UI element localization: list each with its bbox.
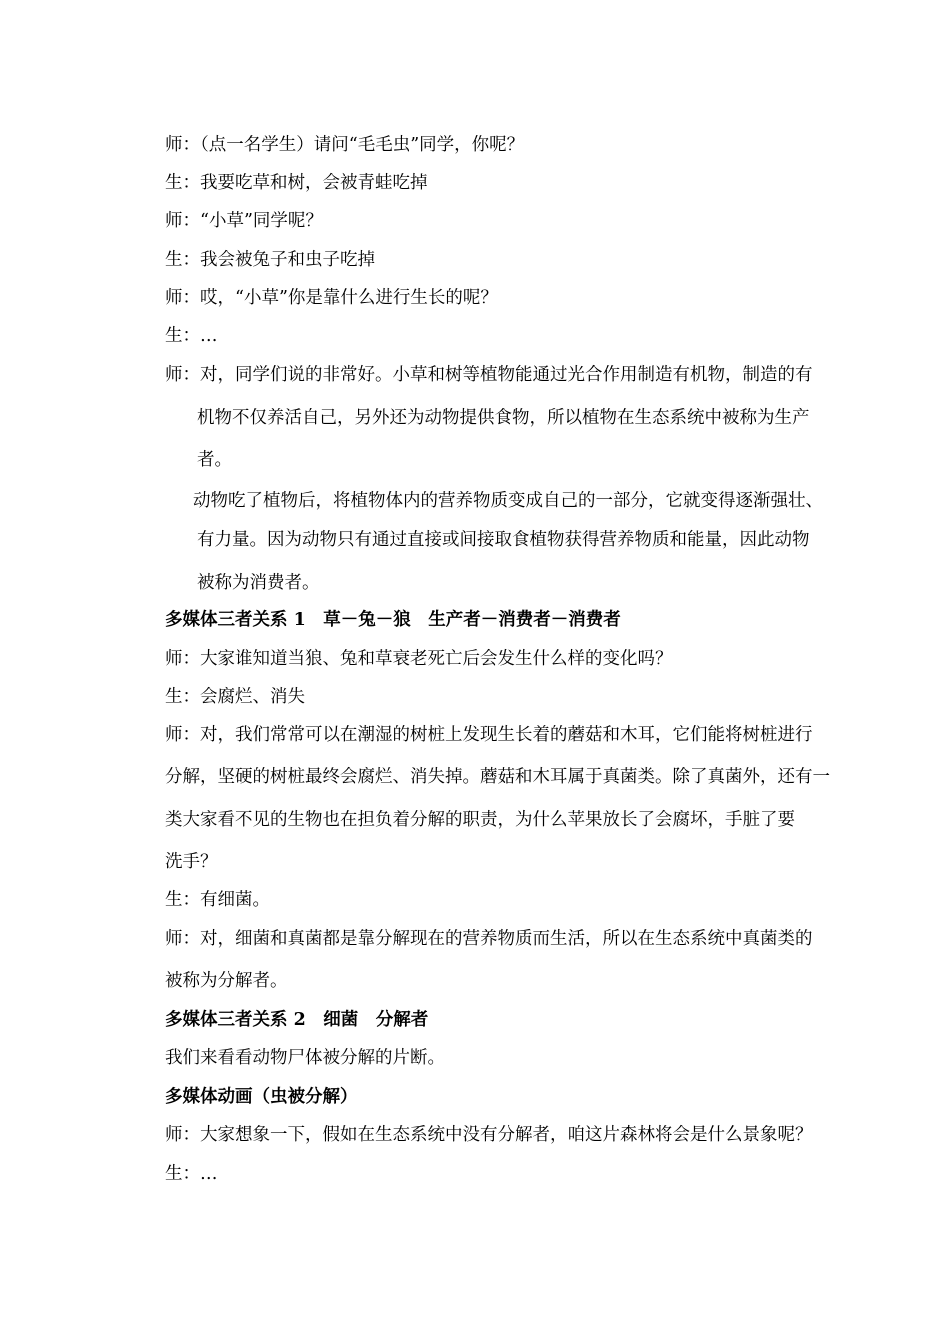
text-line: 被称为消费者。 (197, 573, 320, 593)
text-line: 分解，坚硬的树桩最终会腐烂、消失掉。蘑菇和木耳属于真菌类。除了真菌外，还有一 (165, 767, 830, 787)
text-line: 洗手？ (165, 852, 218, 872)
text-line: 生：会腐烂、消失 (165, 687, 305, 707)
text-line: 者。 (197, 450, 232, 470)
text-line: 师：（点一名学生）请问“毛毛虫”同学，你呢？ (165, 135, 525, 155)
text-line: 师：大家想象一下，假如在生态系统中没有分解者，咱这片森林将会是什么景象呢？ (165, 1125, 813, 1145)
text-line: 师：大家谁知道当狼、兔和草衰老死亡后会发生什么样的变化吗？ (165, 649, 673, 669)
text-line: 生：… (165, 326, 218, 346)
text-line: 类大家看不见的生物也在担负着分解的职责，为什么苹果放长了会腐坏，手脏了要 (165, 810, 795, 830)
text-line: 动物吃了植物后，将植物体内的营养物质变成自己的一部分，它就变得逐渐强壮、 (193, 491, 823, 511)
text-line: 生：我要吃草和树，会被青蛙吃掉 (165, 173, 428, 193)
section-heading: 多媒体三者关系 1 草－兔－狼 生产者－消费者－消费者 (165, 610, 621, 630)
text-line: 被称为分解者。 (165, 971, 288, 991)
text-line: 生：我会被兔子和虫子吃掉 (165, 250, 375, 270)
text-line: 生：… (165, 1164, 218, 1184)
text-line: 师：哎，“小草”你是靠什么进行生长的呢？ (165, 288, 498, 308)
section-heading: 多媒体三者关系 2 细菌 分解者 (165, 1010, 429, 1030)
text-line: 师：“小草”同学呢？ (165, 211, 323, 231)
text-line: 机物不仅养活自己，另外还为动物提供食物，所以植物在生态系统中被称为生产 (197, 408, 810, 428)
text-line: 师：对，我们常常可以在潮湿的树桩上发现生长着的蘑菇和木耳，它们能将树桩进行 (165, 725, 813, 745)
text-line: 有力量。因为动物只有通过直接或间接取食植物获得营养物质和能量，因此动物 (197, 530, 810, 550)
text-line: 生：有细菌。 (165, 890, 270, 910)
section-heading: 多媒体动画（虫被分解） (165, 1087, 358, 1107)
text-line: 我们来看看动物尸体被分解的片断。 (165, 1048, 445, 1068)
text-line: 师：对，同学们说的非常好。小草和树等植物能通过光合作用制造有机物，制造的有 (165, 365, 813, 385)
text-line: 师：对，细菌和真菌都是靠分解现在的营养物质而生活，所以在生态系统中真菌类的 (165, 929, 813, 949)
